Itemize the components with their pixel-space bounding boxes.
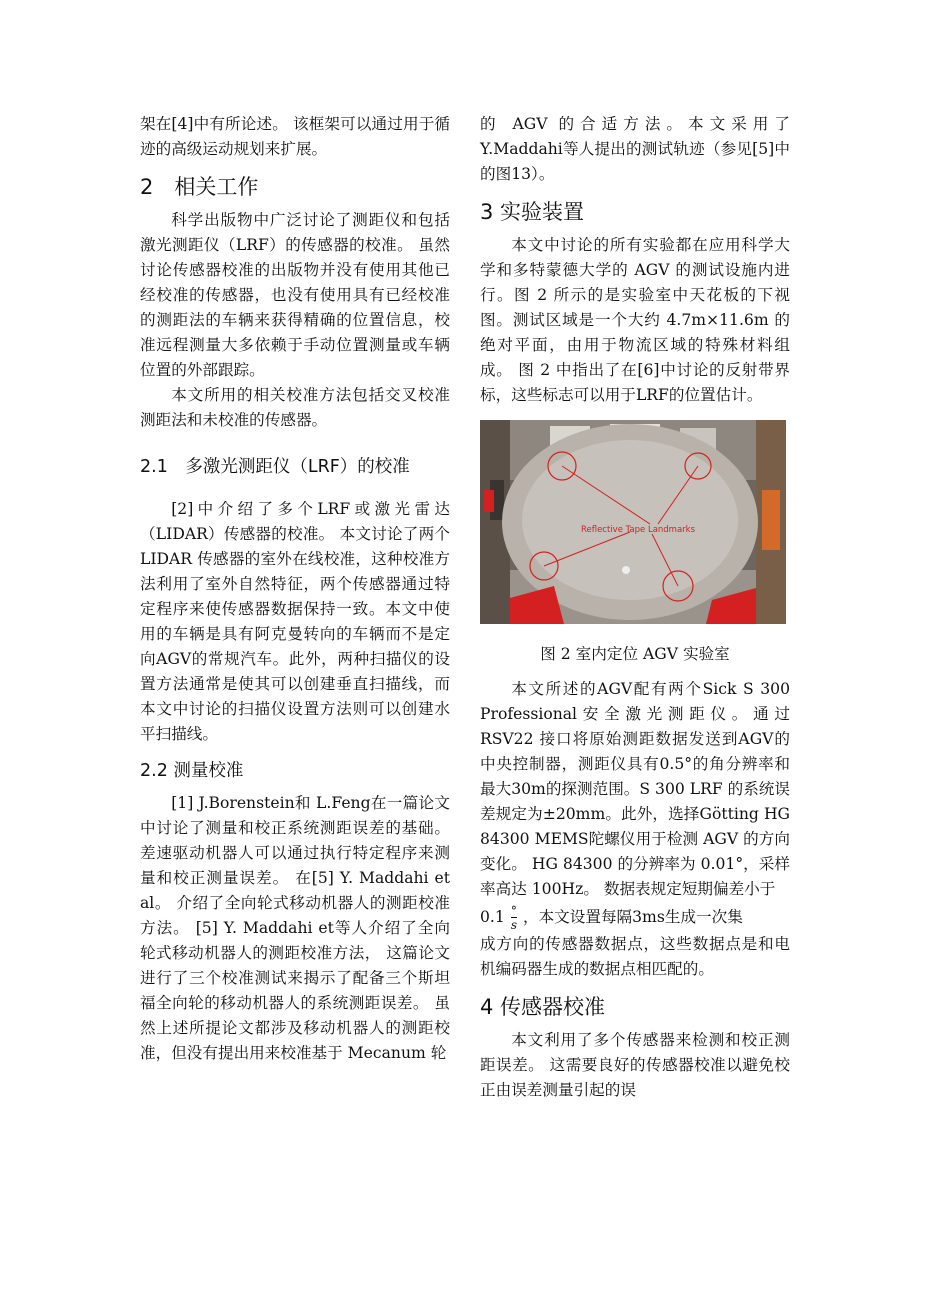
calibration-paragraph: 本文利用了多个传感器来检测和校正测距误差。 这需要良好的传感器校准以避免校正由误差测量引起的误 [480,1031,790,1099]
fisheye-photo [480,420,786,624]
section-4-heading: 4 传感器校准 [480,995,606,1019]
section-2-1-paragraph: [2]中介绍了多个LRF或激光雷达（LIDAR）传感器的校准。 本文讨论了两个 LIDAR 传感器的室外在线校准，这种校准方法利用了室外自然特征，两个传感器通过特定程序来使传感器数据保持一致。本文中使用的车辆是具有阿克曼转向的车辆而不是定向AGV的常规汽车。此外，两种扫描仪的设置方法通常是使其可以创建垂直扫描线，而本文中讨论的扫描仪设置方法则可以创建水平扫描线。 [140,500,450,743]
section-3-heading: 3 实验装置 [480,200,585,224]
intro-paragraph: 架在[4]中有所论述。 该框架可以通过用于循迹的高级运动规划来扩展。 [140,115,450,158]
landmark-label: Reflective Tape Landmarks [580,525,696,535]
section-2-2-heading: 2.2 测量校准 [140,761,244,781]
fraction-line [480,902,790,932]
fraction-prefix: 0.1 [480,908,505,926]
right-column [480,112,790,1103]
setup-paragraph: 本文中讨论的所有实验都在应用科学大学和多特蒙德大学的 AGV 的测试设施内进行。图 2 所示的是实验室中天花板的下视图。测试区域是一个大约 4.7m×11.6m 的绝对平面，由用于物流区域的特殊材料组成。 图 2 中指出了在[6]中讨论的反射带界标，这些标志可以用于LRF的位置估计。 [480,236,790,404]
lab-ceiling-figure [480,420,786,624]
deg-per-second-fraction [511,905,517,931]
continued-paragraph: 的 AGV 的合适方法。本文采用了Y.Maddahi等人提出的测试轨迹（参见[5]中的图13）。 [480,115,790,183]
section-2-2-paragraph: [1] J.Borenstein和 L.Feng在一篇论文中讨论了测量和校正系统测距误差的基础。差速驱动机器人可以通过执行特定程序来测量和校正测量误差。 在[5] Y. Maddahi et al。 介绍了全向轮式移动机器人的测距校准方法。 [5] Y. Maddahi et等人介绍了全向轮式移动机器人的测距校准方法， 这篇论文进行了三个校准测试来揭示了配备三个斯坦福全向轮的移动机器人的系统测距误差。 虽然上述所提论文都涉及移动机器人的测距校准，但没有提出用来校准基于 Mecanum 轮 [140,794,450,1062]
left-column [140,112,450,1066]
fraction-denominator: s [510,918,517,932]
section-2-heading: 2 相关工作 [140,175,259,199]
figure-caption: 图 2 室内定位 AGV 实验室 [540,645,730,663]
agv-paragraph: 本文所述的AGV配有两个Sick S 300 Professional安全激光测距仪。通过 RSV22 接口将原始测距数据发送到AGV的中央控制器，测距仪具有0.5°的角分辨率和最大30m的探测范围。S 300 LRF 的系统误差规定为±20mm。此外，选择Götting HG 84300 MEMS陀螺仪用于检测 AGV 的方向变化。 HG 84300 的分辨率为 0.01°，采样率高达 100Hz。 数据表规定短期偏差小于 [480,680,790,898]
fraction-numerator: ° [510,904,517,918]
agv-paragraph-end: 成方向的传感器数据点，这些数据点是和电机编码器生成的数据点相匹配的。 [480,935,790,978]
fraction-suffix: ，本文设置每隔3ms生成一次集 [522,908,743,926]
related-paragraph-2: 本文所用的相关校准方法包括交叉校准测距法和未校准的传感器。 [140,386,450,429]
related-paragraph-1: 科学出版物中广泛讨论了测距仪和包括激光测距仪（LRF）的传感器的校准。 虽然讨论传感器校准的出版物并没有使用其他已经校准的传感器，也没有使用具有已经校准的测距法的车辆来获得精确的位置信息，校准远程测量大多依赖于手动位置测量或车辆位置的外部跟踪。 [140,211,450,379]
section-2-1-heading: 2.1 多激光测距仪（LRF）的校准 [140,457,410,477]
